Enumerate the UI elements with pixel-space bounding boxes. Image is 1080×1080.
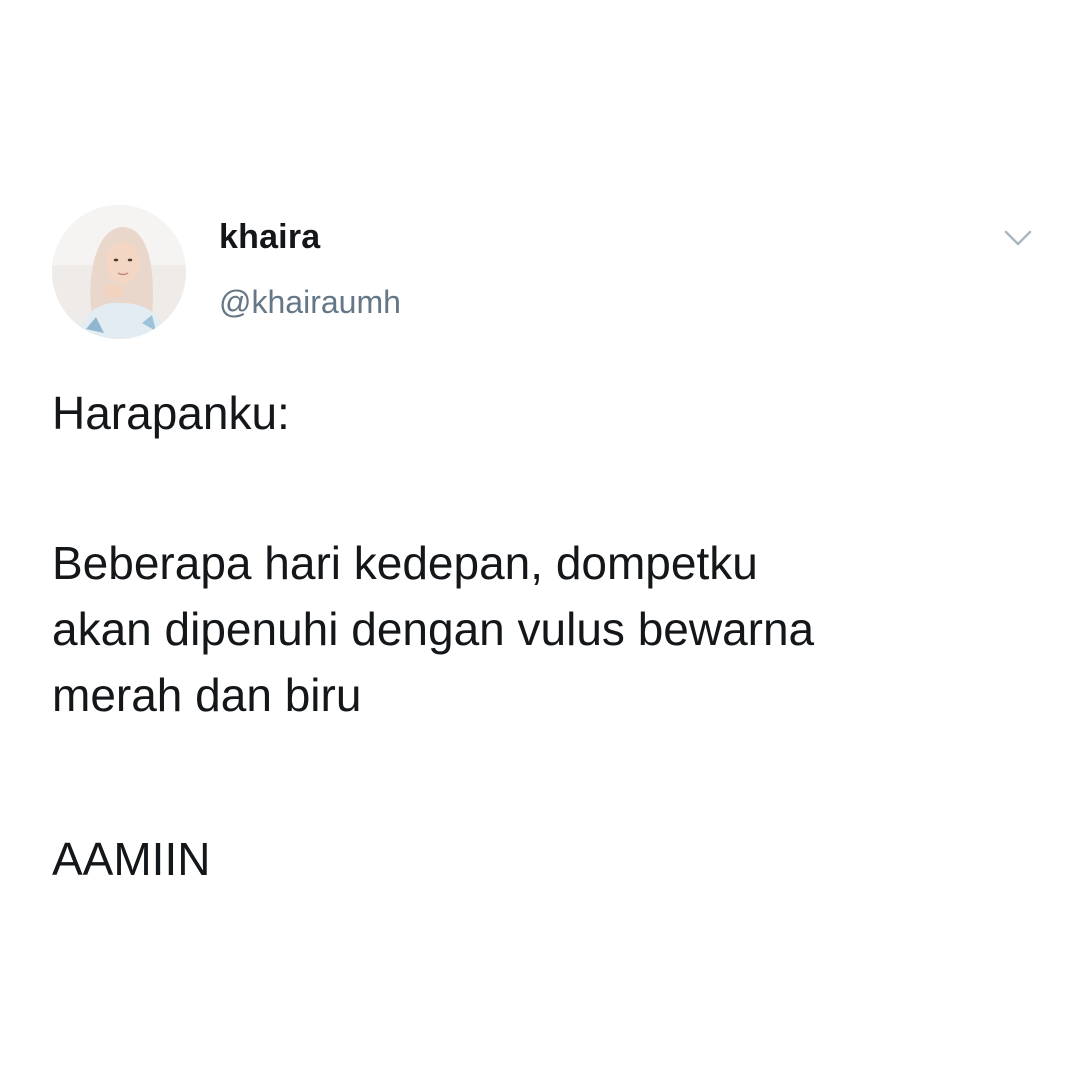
chevron-down-icon — [1002, 224, 1034, 252]
tweet-text-line: merah dan biru — [52, 669, 362, 721]
avatar[interactable] — [52, 205, 186, 339]
author-display-name[interactable]: khaira — [219, 218, 321, 256]
profile-photo-icon — [52, 205, 186, 339]
tweet-text-heading: Harapanku: — [52, 387, 290, 439]
author-handle[interactable]: @khairaumh — [219, 284, 401, 320]
tweet-text-line: Beberapa hari kedepan, dompetku — [52, 537, 758, 589]
tweet-text-body — [52, 530, 1042, 728]
tweet-menu-button[interactable] — [1002, 224, 1034, 252]
tweet-text-closing: AAMIIN — [52, 833, 211, 885]
tweet-text-line: akan dipenuhi dengan vulus bewarna — [52, 603, 815, 655]
